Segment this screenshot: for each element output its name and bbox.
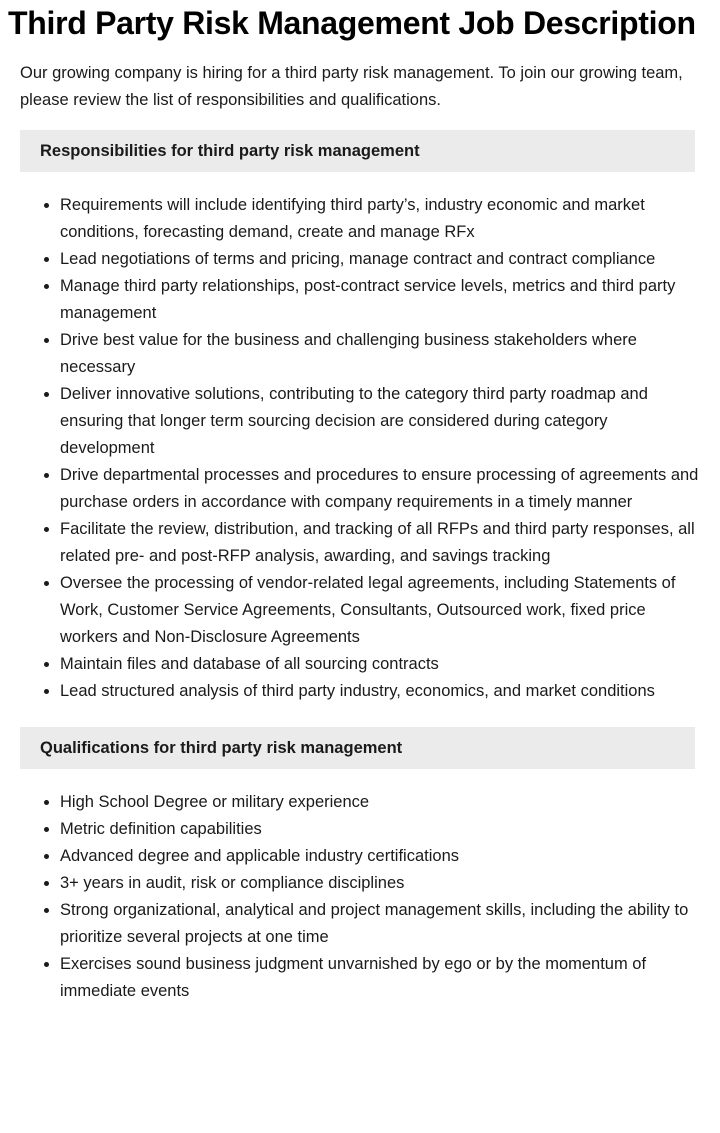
list-item: • Manage third party relationships, post-contract service levels, metrics and third party management [60,273,700,327]
list-item: • Deliver innovative solutions, contributing to the category third party roadmap and ensuring that longer term sourcing decision are considered during category development [60,381,700,462]
intro-paragraph: Our growing company is hiring for a third party risk management. To join our growing team, please review the list of responsibilities and qualifications. [20,64,683,109]
qualifications-heading: Qualifications for third party risk management [20,727,695,769]
responsibilities-heading: Responsibilities for third party risk management [20,130,695,172]
list-item: • Drive departmental processes and procedures to ensure processing of agreements and purchase orders in accordance with company requirements in a timely manner [60,462,700,516]
list-item: • Lead structured analysis of third party industry, economics, and market conditions [60,678,700,705]
page-title: Third Party Risk Management Job Description [8,5,696,41]
list-item: • Maintain files and database of all sourcing contracts [60,651,700,678]
list-item: • Advanced degree and applicable industry certifications [60,843,700,870]
list-item: • Oversee the processing of vendor-related legal agreements, including Statements of Work, Customer Service Agreements, Consultants, Outsourced work, fixed price workers and Non-Disclosure Agreements [60,570,700,651]
responsibilities-list [0,192,700,705]
list-item: • Facilitate the review, distribution, and tracking of all RFPs and third party responses, all related pre- and post-RFP analysis, awarding, and savings tracking [60,516,700,570]
qualifications-list [0,789,700,1005]
list-item: • Exercises sound business judgment unvarnished by ego or by the momentum of immediate events [60,951,700,1005]
list-item: • 3+ years in audit, risk or compliance disciplines [60,870,700,897]
list-item: • High School Degree or military experience [60,789,700,816]
list-item: • Requirements will include identifying third party’s, industry economic and market conditions, forecasting demand, create and manage RFx [60,192,700,246]
list-item: • Lead negotiations of terms and pricing, manage contract and contract compliance [60,246,700,273]
list-item: • Metric definition capabilities [60,816,700,843]
list-item: • Drive best value for the business and challenging business stakeholders where necessary [60,327,700,381]
list-item: • Strong organizational, analytical and project management skills, including the ability to prioritize several projects at one time [60,897,700,951]
